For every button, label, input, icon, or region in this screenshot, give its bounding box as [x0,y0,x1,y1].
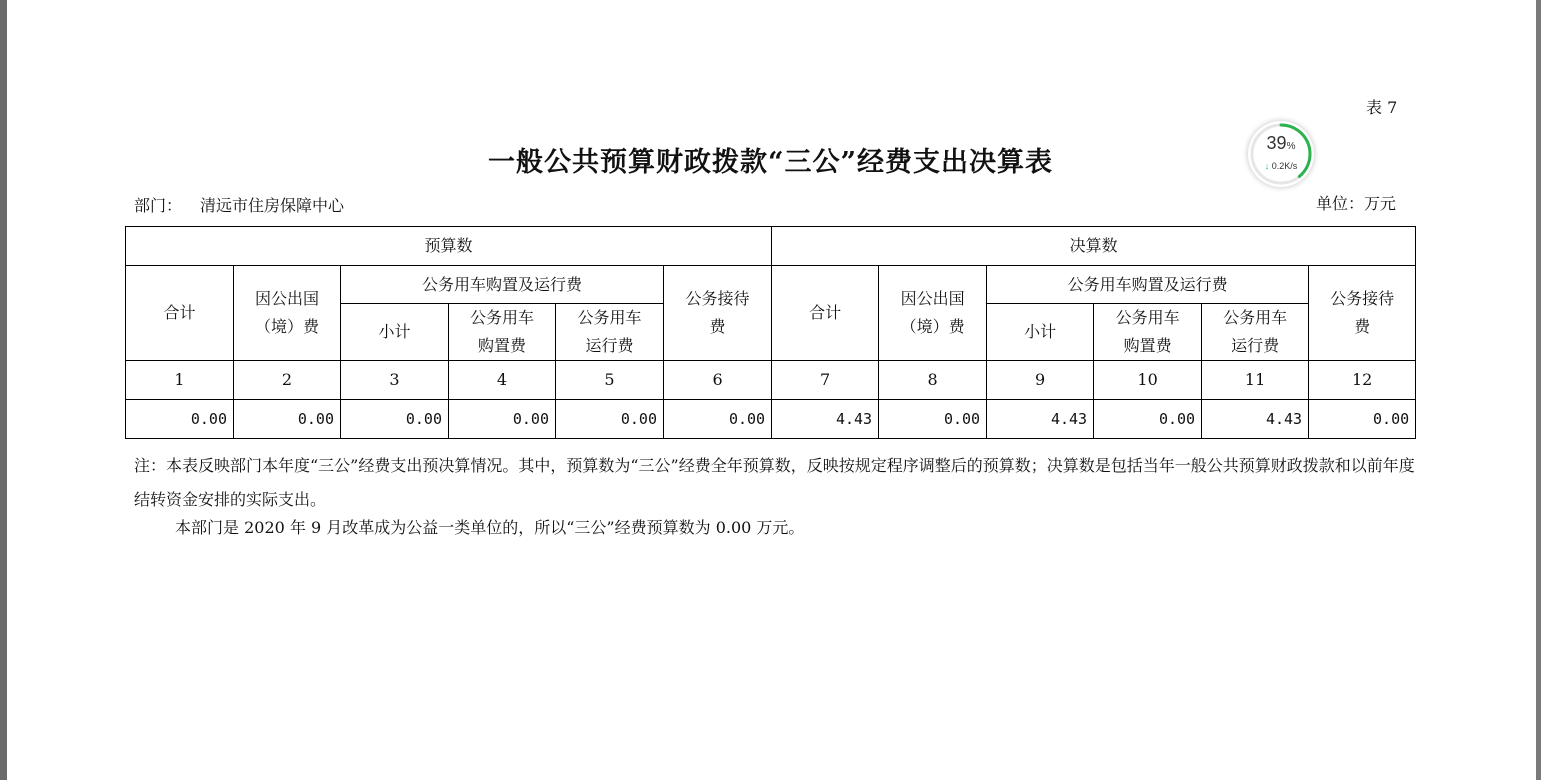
value-cell: 0.00 [664,400,772,439]
final-header: 决算数 [772,227,1416,266]
table-number: 表 7 [1366,98,1398,117]
budget-car-group-header: 公务用车购置及运行费 [341,266,664,304]
table-note: 注：本表反映部门本年度“三公”经费支出预决算情况。其中，预算数为“三公”经费全年预算数，反映按规定程序调整后的预算数；决算数是包括当年一般公共预算财政拨款和以前年度结转资金安排的实际支出。 [134,456,1415,509]
value-cell: 4.43 [772,400,879,439]
network-speed-widget[interactable] [1248,121,1314,187]
column-number-row [126,361,1416,400]
value-cell: 0.00 [341,400,449,439]
col-number: 12 [1309,361,1416,400]
budget-abroad-header: 因公出国 （境）费 [234,266,341,361]
speed-readout: ↓ 0.2K/s [1264,161,1298,171]
col-number: 6 [664,361,772,400]
final-subtotal-header: 小计 [987,304,1094,361]
col-number: 2 [234,361,341,400]
final-car-purchase-header: 公务用车 购置费 [1094,304,1202,361]
value-cell: 0.00 [126,400,234,439]
final-reception-header: 公务接待 费 [1309,266,1416,361]
value-cell: 0.00 [449,400,556,439]
value-cell: 4.43 [1202,400,1309,439]
progress-ring [1248,121,1314,187]
department-value: 清远市住房保障中心 [200,196,345,215]
table-row [126,400,1416,439]
col-number: 5 [556,361,664,400]
three-public-expense-table [125,226,1416,439]
col-number: 3 [341,361,449,400]
value-cell: 0.00 [556,400,664,439]
down-arrow-icon: ↓ [1264,161,1270,171]
budget-header: 预算数 [126,227,772,266]
final-total-header: 合计 [772,266,879,361]
col-number: 8 [879,361,987,400]
budget-note: 本部门是 2020 年 9 月改革成为公益一类单位的，所以“三公”经费预算数为 0.00 万元。 [175,518,805,537]
col-number: 10 [1094,361,1202,400]
budget-subtotal-header: 小计 [341,304,449,361]
value-cell: 0.00 [879,400,987,439]
col-number: 9 [987,361,1094,400]
col-number: 4 [449,361,556,400]
final-car-run-header: 公务用车 运行费 [1202,304,1309,361]
unit-label: 单位：万元 [1316,194,1397,213]
viewer-edge [1536,0,1541,780]
budget-reception-header: 公务接待 费 [664,266,772,361]
budget-car-purchase-header: 公务用车 购置费 [449,304,556,361]
final-abroad-header: 因公出国 （境）费 [879,266,987,361]
col-number: 7 [772,361,879,400]
percent-readout: 39% [1266,133,1296,153]
value-cell: 0.00 [1094,400,1202,439]
budget-total-header: 合计 [126,266,234,361]
col-number: 1 [126,361,234,400]
value-cell: 0.00 [1309,400,1416,439]
department-label: 部门： [134,196,183,215]
final-car-group-header: 公务用车购置及运行费 [987,266,1309,304]
value-cell: 0.00 [234,400,341,439]
page-title: 一般公共预算财政拨款“三公”经费支出决算表 [487,147,1054,178]
value-cell: 4.43 [987,400,1094,439]
col-number: 11 [1202,361,1309,400]
budget-car-run-header: 公务用车 运行费 [556,304,664,361]
